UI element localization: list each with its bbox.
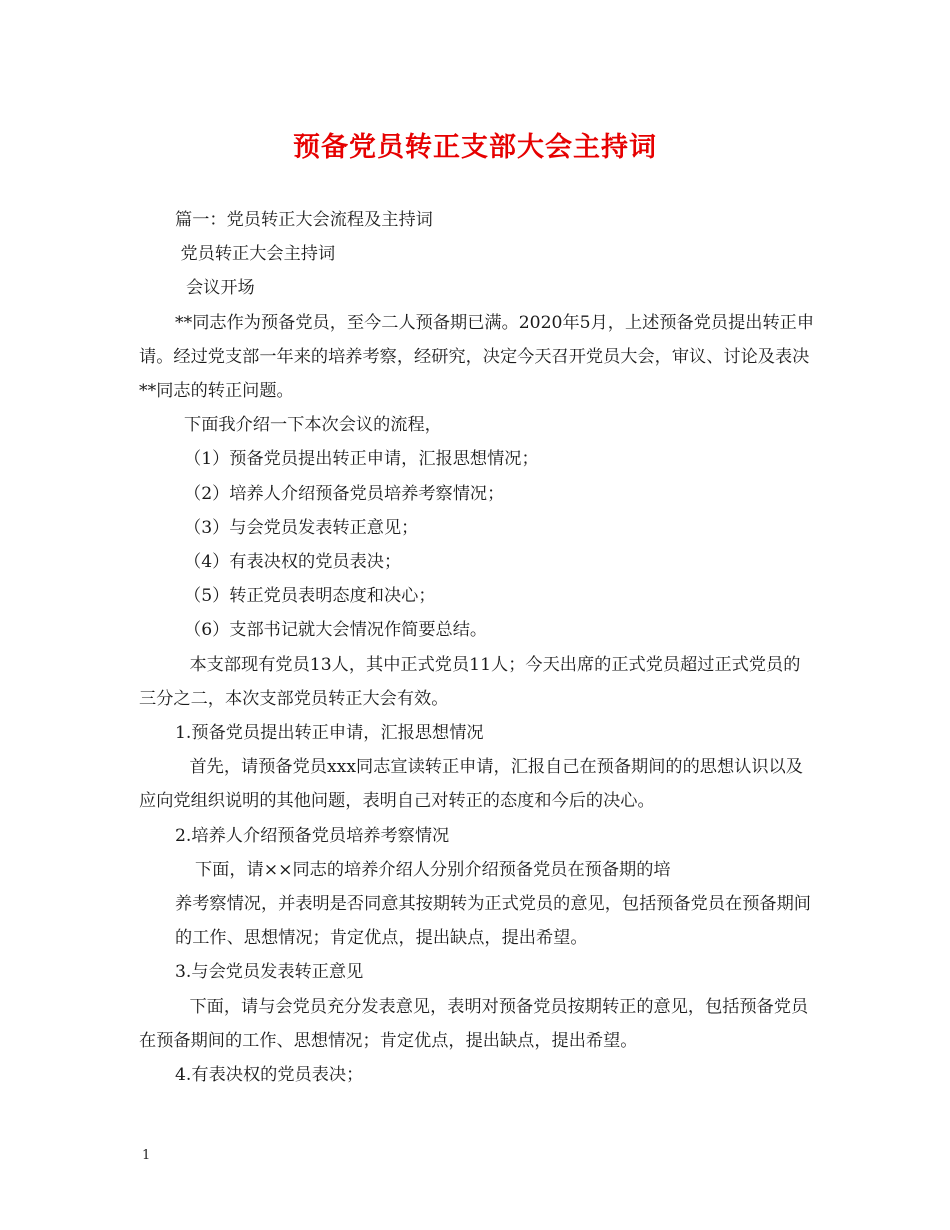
list-item: （1）预备党员提出转正申请，汇报思想情况； bbox=[184, 449, 539, 470]
numbered-heading: 2.培养人介绍预备党员培养考察情况 bbox=[175, 825, 450, 846]
numbered-heading: 1.预备党员提出转正申请，汇报思想情况 bbox=[175, 723, 484, 744]
list-item: （2）培养人介绍预备党员培养考察情况； bbox=[184, 483, 505, 504]
numbered-heading: 4.有表决权的党员表决； bbox=[175, 1065, 364, 1086]
paragraph: 养考察情况，并表明是否同意其按期转为正式党员的意见，包括预备党员在预备期间的工作、思想情况；肯定优点，提出缺点，提出希望。 bbox=[175, 894, 811, 949]
list-item: （4）有表决权的党员表决； bbox=[184, 552, 402, 573]
paragraph: 下面我介绍一下本次会议的流程， bbox=[184, 415, 442, 436]
document-title: 预备党员转正支部大会主持词 bbox=[293, 132, 657, 163]
section-heading: 篇一：党员转正大会流程及主持词 bbox=[175, 210, 433, 230]
list-item: （6）支部书记就大会情况作简要总结。 bbox=[184, 620, 488, 641]
subtitle: 党员转正大会主持词 bbox=[175, 244, 336, 265]
numbered-heading: 3.与会党员发表转正意见 bbox=[175, 962, 364, 983]
document-body bbox=[139, 203, 815, 1092]
list-item: （3）与会党员发表转正意见； bbox=[184, 517, 419, 538]
paragraph: **同志作为预备党员，至今二人预备期已满。2020年5月，上述预备党员提出转正申请。经过党支部一年来的培养考察，经研究，决定今天召开党员大会，审议、讨论及表决**同志的转正问题。 bbox=[139, 312, 815, 402]
subheading-opening: 会议开场 bbox=[175, 278, 255, 299]
paragraph: 下面，请与会党员充分发表意见，表明对预备党员按期转正的意见，包括预备党员在预备期间的工作、思想情况；肯定优点，提出缺点，提出希望。 bbox=[139, 996, 809, 1051]
paragraph: 首先，请预备党员xxx同志宣读转正申请，汇报自己在预备期间的的思想认识以及应向党组织说明的其他问题，表明自己对转正的态度和今后的决心。 bbox=[139, 757, 803, 812]
list-item: （5）转正党员表明态度和决心； bbox=[184, 586, 436, 607]
paragraph: 本支部现有党员13人，其中正式党员11人；今天出席的正式党员超过正式党员的三分之二，本次支部党员转正大会有效。 bbox=[139, 654, 801, 709]
page-number: 1 bbox=[142, 1148, 151, 1163]
paragraph: 下面，请××同志的培养介绍人分别介绍预备党员在预备期的培 bbox=[184, 859, 671, 880]
